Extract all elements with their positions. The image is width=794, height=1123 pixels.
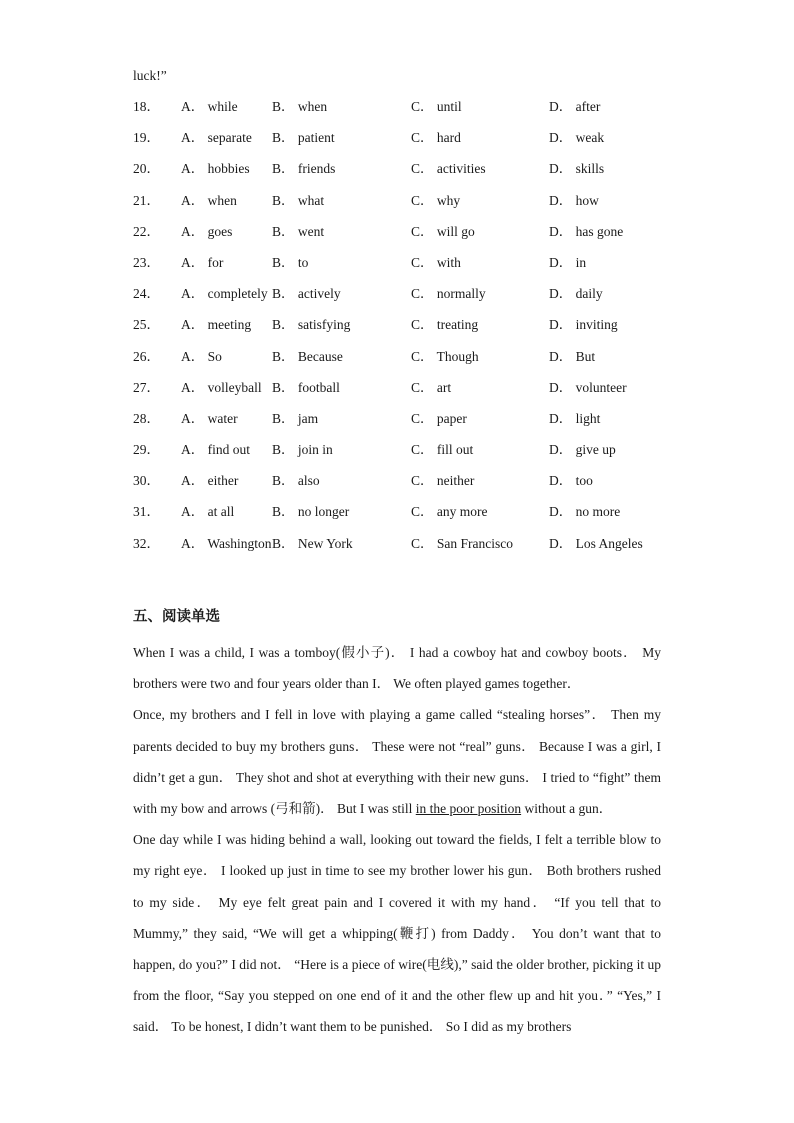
- option-d: D． in: [549, 254, 587, 270]
- option-c: C． activities: [411, 161, 486, 177]
- option-c: C． art: [411, 379, 452, 395]
- option-d: D． no more: [549, 504, 621, 520]
- option-a: A． Washington: [181, 535, 272, 551]
- option-a: A． while: [181, 99, 238, 114]
- option-b: B． to: [272, 254, 309, 270]
- question-row: [133, 409, 693, 440]
- option-c: C． with: [411, 254, 461, 270]
- previous-passage-fragment: luck!”: [133, 68, 167, 83]
- option-c: C． neither: [411, 473, 475, 489]
- option-d: D． weak: [549, 130, 605, 146]
- question-number: 28．: [133, 410, 160, 426]
- option-d: D． after: [549, 99, 601, 114]
- option-b: B． friends: [272, 161, 336, 177]
- option-b: B． no longer: [272, 504, 350, 520]
- option-d: D． too: [549, 473, 593, 489]
- option-d: D． give up: [549, 442, 616, 458]
- option-c: C． why: [411, 192, 461, 208]
- option-a: A． meeting: [181, 317, 252, 333]
- option-c: C． hard: [411, 130, 461, 146]
- option-d: D． But: [549, 348, 596, 364]
- question-row: [133, 159, 693, 190]
- question-number: 30．: [133, 473, 160, 489]
- question-row: [133, 128, 693, 159]
- question-row: [133, 97, 693, 128]
- option-a: A． either: [181, 473, 239, 489]
- option-d: D． light: [549, 410, 601, 426]
- passage-paragraph: [133, 699, 661, 824]
- underlined-phrase: in the poor position: [415, 801, 522, 817]
- question-number: 19．: [133, 130, 160, 146]
- option-b: B． what: [272, 192, 325, 208]
- passage-text: Once, my brothers and I fell in love with playing a game called “stealing horses”． Then my parents decided to buy my brothers guns． These were not “real” guns． Because I was a girl, I didn’t get a gun． They shot and shot at everything with their new guns． I tried to “fight” them with my bow and arrows (弓和箭)． But I was still: [133, 707, 661, 817]
- option-c: C． will go: [411, 223, 475, 239]
- option-a: A． for: [181, 254, 224, 270]
- question-number: 24．: [133, 286, 160, 302]
- question-number: 25．: [133, 317, 160, 333]
- option-d: D． skills: [549, 161, 605, 177]
- option-d: D． has gone: [549, 223, 624, 239]
- option-b: B． New York: [272, 535, 353, 551]
- option-d: D． volunteer: [549, 379, 627, 395]
- option-c: C． any more: [411, 504, 488, 520]
- option-a: A． hobbies: [181, 161, 250, 177]
- question-row: [133, 440, 693, 471]
- option-c: C． normally: [411, 286, 486, 302]
- option-c: C． treating: [411, 317, 479, 333]
- option-c: C． paper: [411, 410, 467, 426]
- option-c: C． Though: [411, 348, 479, 364]
- option-a: A． when: [181, 192, 237, 208]
- option-a: A． goes: [181, 223, 233, 239]
- option-d: D． how: [549, 192, 599, 208]
- option-a: A． completely: [181, 286, 268, 302]
- question-number: 32．: [133, 535, 160, 551]
- question-number: 26．: [133, 348, 160, 364]
- option-a: A． volleyball: [181, 379, 262, 395]
- question-number: 22．: [133, 223, 160, 239]
- option-b: B． satisfying: [272, 317, 351, 333]
- passage-paragraph: When I was a child, I was a tomboy(假小子)． I had a cowboy hat and cowboy boots． My brothers were two and four years older than I． We often played games together．: [133, 645, 661, 692]
- option-c: C． until: [411, 99, 462, 114]
- option-b: B． also: [272, 473, 320, 489]
- option-b: B． actively: [272, 286, 341, 302]
- question-number: 20．: [133, 161, 160, 177]
- reading-passage: [133, 637, 661, 1043]
- passage-paragraph: One day while I was hiding behind a wall, looking out toward the fields, I felt a terrible blow to my right eye． I looked up just in time to see my brother lower his gun． Both brothers rushed to my side． My eye felt great pain and I covered it with my hand． “If you tell that to Mummy,” they said, “We will get a whipping(鞭打) from Daddy． You don’t want that to happen, do you?” I did not． “Here is a piece of wire(电线),” said the older brother, picking it up from the floor, “Say you stepped on one end of it and the other flew up and hit you．” “Yes,” I said． To be honest, I didn’t want them to be punished． So I did as my brothers: [133, 832, 661, 1035]
- option-d: D． inviting: [549, 317, 618, 333]
- options-list: [133, 97, 693, 565]
- option-b: B． patient: [272, 130, 335, 146]
- option-a: A． find out: [181, 442, 250, 458]
- option-d: D． Los Angeles: [549, 535, 643, 551]
- option-b: B． went: [272, 223, 325, 239]
- option-d: D． daily: [549, 286, 603, 302]
- question-row: [133, 347, 693, 378]
- question-row: [133, 253, 693, 284]
- question-number: 23．: [133, 254, 160, 270]
- option-a: A． So: [181, 348, 222, 364]
- question-number: 31．: [133, 504, 160, 520]
- question-number: 27．: [133, 379, 160, 395]
- question-number: 21．: [133, 192, 160, 208]
- question-row: [133, 534, 693, 565]
- question-row: [133, 284, 693, 315]
- passage-text: without a gun．: [521, 801, 613, 817]
- question-row: [133, 502, 693, 533]
- section-title: 五、阅读单选: [133, 609, 220, 625]
- option-b: B． Because: [272, 348, 343, 364]
- question-row: [133, 191, 693, 222]
- question-row: [133, 222, 693, 253]
- option-b: B． when: [272, 99, 328, 114]
- option-b: B． join in: [272, 442, 333, 458]
- option-b: B． football: [272, 379, 340, 395]
- option-a: A． at all: [181, 504, 235, 520]
- option-c: C． San Francisco: [411, 535, 513, 551]
- option-b: B． jam: [272, 410, 319, 426]
- question-row: [133, 378, 693, 409]
- question-row: [133, 471, 693, 502]
- question-number: 18．: [133, 99, 160, 114]
- option-c: C． fill out: [411, 442, 474, 458]
- option-a: A． water: [181, 410, 238, 426]
- question-row: [133, 315, 693, 346]
- option-a: A． separate: [181, 130, 252, 146]
- question-number: 29．: [133, 442, 160, 458]
